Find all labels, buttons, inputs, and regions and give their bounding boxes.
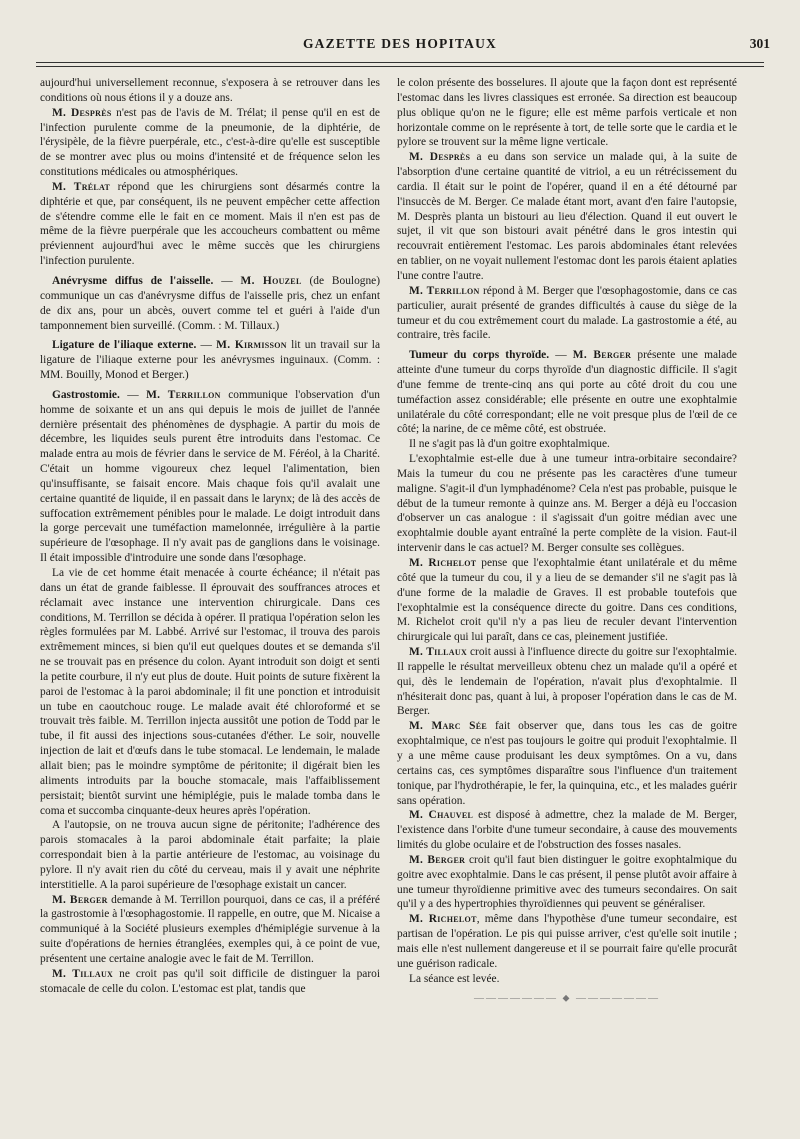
paragraph bbox=[397, 719, 737, 808]
paragraph bbox=[40, 967, 380, 997]
speaker-name: M. Chauvel bbox=[409, 809, 474, 822]
paragraph: La vie de cet homme était menacée à courte échéance; il n'était pas dans un état de grande faiblesse. Il éprouvait des souffrances atroces et réclamait avec instance une intervention chirurgicale. Dans ces conditions, M. Terrillon se décida à opérer. Il pratiqua l'opération selon les règles formulées par M. Labbé. Arrivé sur l'estomac, il trouva des parois extrêmement minces, si bien qu'il eut quelques doutes et se demanda s'il ne se trouvait pas en présence du colon. Ayant introduit son doigt et senti la petite courbure, il n'y eut plus de doute. Huit points de suture fixèrent la paroi de l'estomac à la paroi abdominale; il fit une ponction et introduisit un tube en caoutchouc rouge. Le malade avait été chloroformé et se trouvait très faible. M. Terrillon injecta aussitôt une potion de Todd par le tube, il fit aussi des injections sous-cutanées d'éther. Le soir, nouvelle injection de lait et d'œufs dans le tube stomacal. Le lendemain, le malade allait bien; pas le moindre symptôme de péritonite; il digérait bien les aliments introduits par la bouche stomacale, mais l'affaiblissement persistait; bientôt survint une hémiplégie, puis le malade tomba dans le coma et succomba cinquante-deux heures après l'opération. bbox=[40, 567, 380, 817]
page-number: 301 bbox=[749, 36, 770, 51]
paragraph bbox=[40, 893, 380, 967]
paragraph bbox=[40, 180, 380, 269]
closing-line: La séance est levée. bbox=[409, 972, 500, 985]
section-paragraph: Anévrysme diffus de l'aisselle. — M. Houzel (de Boulogne) communique un cas d'anévrysme diffus de l'aisselle pris, chez un enfant de dix ans, pour un abcès, ouvert comme tel et guéri à l'aide d'un tamponnement bien surveillé. (Comm. : M. Tillaux.) bbox=[40, 274, 381, 332]
speaker-name: M. Desprès bbox=[409, 151, 471, 164]
speaker-name: M. Terrillon bbox=[146, 388, 221, 401]
speaker-name: M. Desprès bbox=[52, 106, 112, 119]
section-heading: Gastrostomie. bbox=[52, 388, 120, 401]
paragraph-text: croit qu'il faut bien distinguer le goitre exophtalmique du goitre avec exophtalmie. Dans le cas présent, il pense plutôt avoir affaire à une tumeur thyroïdienne primitive avec des tumeurs secondaires. On sait qu'il y a des hypertrophies thyroïdiennes qui peuvent se généraliser. bbox=[397, 853, 737, 911]
speaker-name: M. Kirmisson bbox=[216, 339, 287, 352]
speaker-name: M. Berger bbox=[572, 349, 632, 362]
speaker-name: M. Tillaux bbox=[409, 646, 468, 659]
paragraph-text: répond que les chirurgiens sont désarmés contre la diphtérie et que, par conséquent, ils ne peuvent empêcher cette affection de s'étendre comme elle le fait en ce moment. Mais il n'en est pas de même de la fièvre puerpérale que les accoucheurs combattent ou même préviennent aujourd'hui avec le même succès que les chirurgiens l'infection purulente. bbox=[40, 180, 380, 268]
section-paragraph: Ligature de l'iliaque externe. — M. Kirmisson lit un travail sur la ligature de l'iliaque externe pour les anévrysmes inguinaux. (Comm. : MM. Bouilly, Monod et Berger.) bbox=[40, 339, 381, 382]
speaker-name: M. Tillaux bbox=[52, 967, 114, 980]
paragraph: Il ne s'agit pas là d'un goitre exophtalmique. bbox=[409, 438, 610, 451]
header-rule-thin bbox=[36, 66, 764, 67]
paragraph: le colon présente des bosselures. Il ajoute que la façon dont est représenté l'estomac dans les livres classiques est erronée. Sa direction est beaucoup plus oblique qu'on ne le figure; elle est même parfois verticale et non horizontale comme on le représente à tort, de telle sorte que le cardia et le pylore se trouvent sur la même ligne verticale. bbox=[397, 77, 737, 149]
speaker-name: M. Berger bbox=[52, 893, 108, 906]
paragraph bbox=[397, 556, 737, 645]
section-paragraph: Gastrostomie. — M. Terrillon communique l'observation d'un homme de soixante et un ans qui depuis le mois de juillet de l'année dernière présentait des phénomènes de dysphagie. A partir du mois de décembre, les liquides seuls purent être introduits dans l'estomac. Ce malade entra au mois de février dans le service de M. Féréol, à la Charité. C'était un homme vigoureux chez lequel l'alimentation, bien qu'insuffisante, se faisait encore. Mais chaque fois qu'il avalait une certaine quantité de liquide, il en passait dans le larynx; de là des accès de suffocation extrêmement pénibles pour le malade. Le doigt introduit dans la gorge percevait une tuméfaction mamelonnée, irrégulière à la partie supérieure de l'œsophage. Il n'y avait pas de ganglions dans le voisinage. Il était impossible d'introduire une sonde dans l'œsophage. bbox=[40, 388, 381, 565]
speaker-name: M. Houzel bbox=[240, 274, 302, 287]
paragraph-text: fait observer que, dans tous les cas de goitre exophtalmique, ce n'est pas toujours le goitre qui produit l'exophtalmie. Il y a une même cause produisant les deux symptômes. On a vu, dans certains cas, ces symptômes disparaître sous l'influence d'un traitement tonique, par l'hydrothérapie, le fer, la quinquina, etc., et les malades guérir sans opération. bbox=[397, 720, 738, 807]
paragraph-text: demande à M. Terrillon pourquoi, dans ce cas, il a préféré la gastrostomie à l'œsophagostomie. Il rappelle, en outre, que M. Nicaise a communiqué à la Société plusieurs exemples d'hémiplégie survenue à la suite d'opérations de hernies étranglées, exemples qui, à ce point de vue, présentent une certaine analogie avec le fait de M. Terrillon. bbox=[40, 893, 380, 965]
paragraph bbox=[397, 645, 737, 719]
end-ornament: ——————— ⬥ ——————— bbox=[474, 993, 660, 1005]
paragraph bbox=[40, 106, 380, 180]
speaker-name: M. Berger bbox=[409, 853, 466, 866]
paragraph bbox=[397, 808, 737, 853]
journal-title: GAZETTE DES HOPITAUX bbox=[302, 36, 498, 51]
speaker-name: M. Marc Sée bbox=[409, 720, 487, 733]
paragraph-text: (de Boulogne) communique un cas d'anévrysme diffus de l'aisselle pris, chez un enfant de dix ans, pour un abcès, ouvert comme tel et guéri à l'aide d'un tamponnement bien surveillé. (Comm. : M. Tillaux.) bbox=[40, 274, 381, 332]
paragraph-text: croit aussi à l'influence directe du goitre sur l'exophtalmie. Il rappelle le résultat merveilleux obtenu chez un malade qu'il a opéré et qui, dès le lendemain de l'opération, n'avait plus d'exophtalmie. Il n'hésiterait donc pas, quant à lui, à proposer l'opération dans le cas de M. Berger. bbox=[397, 646, 737, 718]
paragraph: L'exophtalmie est-elle due à une tumeur intra-orbitaire secondaire? Mais la tumeur du cou ne présente pas les caractères d'une tumeur maligne. S'agit-il d'un lymphadénome? Cela n'est pas probable, puisque le début de la tumeur remonte à quinze ans. M. Berger a déjà eu l'occasion d'observer un cas analogue : il s'agissait d'un goitre médian avec une exophtalmie double ayant entraîné la perte complète de la vision. Faut-il intervenir dans le cas actuel? M. Berger consulte ses collègues. bbox=[397, 453, 737, 555]
section-heading: Anévrysme diffus de l'aisselle. bbox=[52, 274, 214, 287]
paragraph-text: communique l'observation d'un homme de soixante et un ans qui depuis le mois de juillet de l'année dernière présentait des phénomènes de dysphagie. A partir du mois de décembre, les liquides seuls purent être introduits dans l'estomac. Ce malade entra au mois de février dans le service de M. Féréol, à la Charité. C'était un homme vigoureux chez lequel l'alimentation, bien qu'insuffisante, se faisait encore. Mais chaque fois qu'il avalait une certaine quantité de liquide, il en passait dans le larynx; de là des accès de suffocation extrêmement pénibles pour le malade. Le doigt introduit dans la gorge percevait une tuméfaction mamelonnée, irrégulière à la partie supérieure de l'œsophage. Il n'y avait pas de ganglions dans le voisinage. Il était impossible d'introduire une sonde dans l'œsophage. bbox=[40, 388, 381, 565]
paragraph-text: pense que l'exophtalmie étant unilatérale et du même côté que la tumeur du cou, il y a lieu de se demander s'il ne s'agit pas là d'une forme de la maladie de Graves. Il est probable toutefois que l'exophtalmie est la conséquence directe du goitre. Dans ces conditions, M. Richelot croit qu'il n'y a pas lieu de reculer devant l'intervention chirurgicale qui lui paraît, dans ce cas, pleinement justifiée. bbox=[397, 557, 737, 644]
left-column bbox=[40, 76, 380, 996]
paragraph-text: est disposé à admettre, chez la malade de M. Berger, l'existence dans l'orbite d'une tumeur secondaire, à cause des mouvements limités du globe oculaire et de l'obstruction des fosses nasales. bbox=[397, 809, 737, 852]
paragraph-text: lit un travail sur la ligature de l'iliaque externe pour les anévrysmes inguinaux. (Comm. : MM. Bouilly, Monod et Berger.) bbox=[40, 339, 381, 382]
paragraph-text: a eu dans son service un malade qui, à la suite de l'absorption d'une certaine quantité de vitriol, a eu un rétrécissement du cardia. Il était sur le point de l'opérer, quand il en a été détourné par l'insuccès de M. Berger. Ce malade étant mort, avant d'en faire l'autopsie, M. Desprès planta un bistouri au lieu d'élection. Quand il eut ouvert le sujet, il vit que son bistouri avait pénétré dans le gros intestin qui recouvrait entièrement l'estomac. Les parois abdominales étant relevées en tablier, on ne voyait nullement l'estomac dont les parois étaient aplaties l'une contre l'autre. bbox=[397, 151, 737, 282]
paragraph: aujourd'hui universellement reconnue, s'exposera à se retrouver dans les conditions où nous étions il y a douze ans. bbox=[40, 77, 380, 104]
section-heading: Ligature de l'iliaque externe. bbox=[52, 339, 197, 352]
paragraph-text: , même dans l'hypothèse d'une tumeur secondaire, est partisan de l'opération. Le pis qui puisse arriver, c'est qu'elle soit inutile ; mais elle n'est nullement dangereuse et il se pourrait faire qu'elle procurât une guérison radicale. bbox=[397, 913, 737, 970]
paragraph bbox=[397, 150, 737, 284]
paragraph bbox=[397, 853, 737, 912]
page-header bbox=[0, 36, 800, 56]
paragraph: A l'autopsie, on ne trouva aucun signe de péritonite; l'adhérence des parois stomacales à la paroi abdominale était parfaite; la plaie correspondait bien à la partie antérieure de l'estomac, au voisinage du pylore. Il n'y avait rien du côté du cerveau, mais il y avait une néphrite interstitielle. A la paroi supérieure de l'œsophage existait un cancer. bbox=[40, 819, 380, 891]
paragraph bbox=[397, 284, 737, 343]
paragraph-text: ne croit pas qu'il soit difficile de distinguer la paroi stomacale de celle du colon. L'estomac est plat, tandis que bbox=[40, 967, 380, 995]
section-heading: Tumeur du corps thyroïde. bbox=[409, 349, 550, 362]
paragraph-text: n'est pas de l'avis de M. Trélat; il pense qu'il en est de l'infection purulente comme de la pneumonie, de la diphtérie, de l'érysipèle, de la fièvre puerpérale, etc., c'est-à-dire qu'elle est susceptible de se montrer avec plus ou moins d'intensité et de fréquence selon les constitutions médicales ou atmosphériques. bbox=[40, 106, 380, 179]
right-column bbox=[397, 76, 737, 1007]
header-rule bbox=[36, 62, 764, 63]
section-paragraph: Tumeur du corps thyroïde. — M. Berger présente une malade atteinte d'une tumeur du corps thyroïde d'un diagnostic difficile. Il s'agit d'une femme de trente-cinq ans qui porte au côté droit du cou une tuméfaction assez considérable; elle présente en outre une exophtalmie unilatérale du côté correspondant; elle ne voit presque plus de l'œil de ce côté; la narine, de ce même côté, est obstruée. bbox=[397, 349, 737, 436]
paragraph-text: répond à M. Berger que l'œsophagostomie, dans ce cas particulier, aurait présenté de grandes difficultés à cause du siège de la tumeur et du cou extrêmement court du malade. La gastrostomie a été, au contraire, très facile. bbox=[397, 284, 737, 342]
speaker-name: M. Richelot bbox=[409, 913, 477, 926]
speaker-name: M. Terrillon bbox=[409, 284, 480, 297]
paragraph bbox=[397, 912, 737, 971]
paragraph-text: présente une malade atteinte d'une tumeur du corps thyroïde d'un diagnostic difficile. Il s'agit d'une femme de trente-cinq ans qui porte au côté droit du cou une tuméfaction assez considérable; elle présente en outre une exophtalmie unilatérale du côté correspondant; elle ne voit presque plus de l'œil de ce côté; la narine, de ce même côté, est obstruée. bbox=[397, 349, 737, 436]
speaker-name: M. Richelot bbox=[409, 557, 477, 569]
speaker-name: M. Trélat bbox=[52, 180, 111, 193]
